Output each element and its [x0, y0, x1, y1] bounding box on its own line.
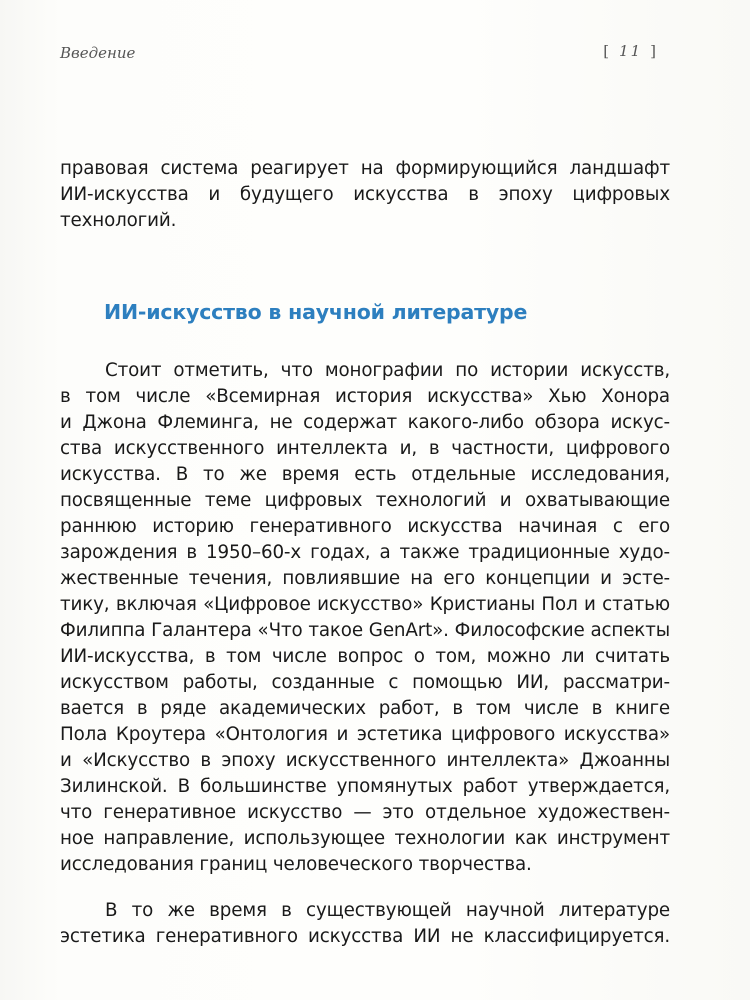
body-line: исследования границ человеческого творчества.: [60, 854, 532, 875]
body-line: посвященные теме цифровых технологий и охватывающие: [60, 490, 670, 511]
body-line: в том числе «Всемирная история искусства» Хью Хонора: [60, 386, 670, 407]
body-line: ное направление, использующее технологии как инструмент: [60, 828, 670, 849]
body-line: ИИ-искусства и будущего искусства в эпоху цифровых: [60, 184, 670, 205]
body-line: ства искусственного интеллекта и, в частности, цифрового: [60, 438, 670, 459]
body-line: искусства. В то же время есть отдельные исследования,: [60, 464, 670, 485]
bracket-open: [: [603, 42, 612, 60]
page-number: 11: [619, 42, 643, 60]
body-line: искусством работы, созданные с помощью ИИ, рассматри-: [60, 672, 670, 693]
body-line: В то же время в существующей научной литературе: [105, 900, 670, 921]
body-line: ИИ-искусства, в том числе вопрос о том, можно ли считать: [60, 646, 670, 667]
body-line: правовая система реагирует на формирующийся ландшафт: [60, 158, 670, 179]
body-line: и Джона Флеминга, не содержат какого-либо обзора искус-: [60, 412, 670, 433]
bracket-close: ]: [650, 42, 658, 60]
body-line: раннюю историю генеративного искусства начиная с его: [60, 516, 670, 537]
body-line: Стоит отметить, что монографии по истории искусств,: [105, 360, 670, 381]
body-line: жественные течения, повлиявшие на его концепции и эсте-: [60, 568, 670, 589]
body-line: эстетика генеративного искусства ИИ не классифицируется.: [60, 926, 670, 947]
page-number-block: [603, 42, 658, 60]
body-line: Зилинской. В большинстве упомянутых работ утверждается,: [60, 776, 670, 797]
body-line: и «Искусство в эпоху искусственного интеллекта» Джоанны: [60, 750, 670, 771]
body-line: вается в ряде академических работ, в том числе в книге: [60, 698, 670, 719]
section-heading: ИИ-искусство в научной литературе: [104, 300, 528, 324]
body-line: Пола Кроутера «Онтология и эстетика цифрового искусства»: [60, 724, 670, 745]
running-head: Введение: [60, 44, 136, 62]
body-line: Филиппа Галантера «Что такое GenArt». Философские аспекты: [60, 620, 670, 641]
body-line: технологий.: [60, 210, 177, 231]
body-line: что генеративное искусство — это отдельное художествен-: [60, 802, 670, 823]
body-line: зарождения в 1950–60-х годах, а также традиционные худо-: [60, 542, 670, 563]
body-line: тику, включая «Цифровое искусство» Кристианы Пол и статью: [60, 594, 670, 615]
